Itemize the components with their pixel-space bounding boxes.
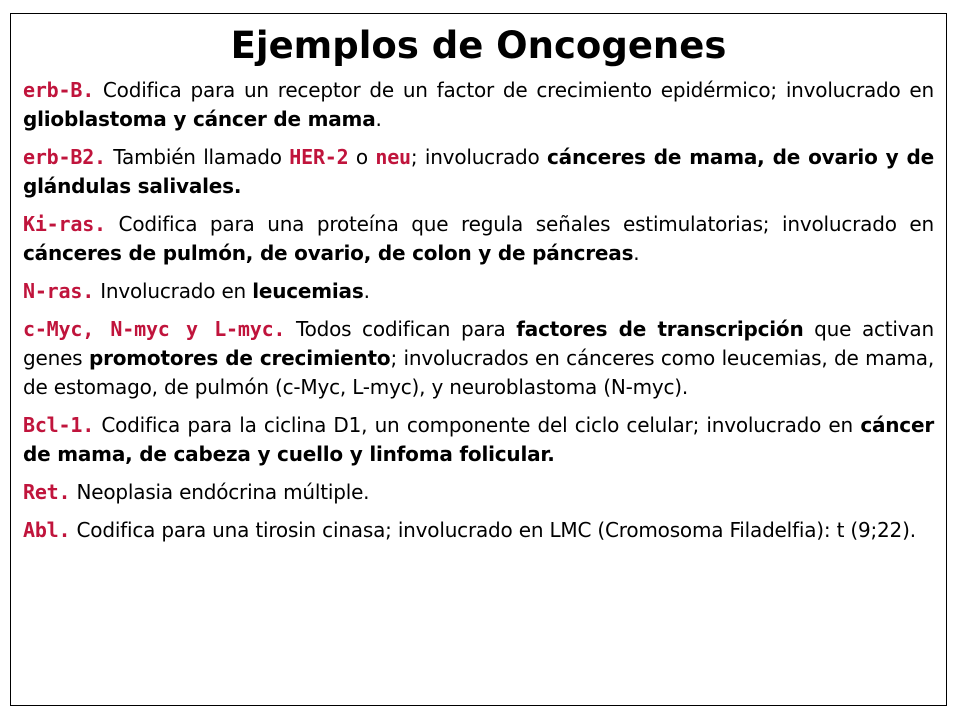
description-text: Involucrado en: [94, 279, 253, 303]
description-text: ; involucrados en cánceres como leucemias, de mama, de estomago, de pulmón (c-Myc, L-myc), y neuroblastoma (N-myc).: [23, 346, 934, 399]
oncogene-entry: [23, 277, 934, 306]
oncogene-entry: [23, 478, 934, 507]
oncogene-entry: [23, 210, 934, 268]
highlighted-text: factores de transcripción: [516, 317, 804, 341]
description-text: que activan genes: [23, 317, 934, 370]
gene-name: Abl.: [23, 518, 71, 542]
oncogene-entry: [23, 516, 934, 545]
description-text: Codifica para un receptor de un factor de crecimiento epidérmico; involucrado en: [94, 78, 934, 102]
description-text: Codifica para la ciclina D1, un componente del ciclo celular; involucrado en: [94, 413, 861, 437]
highlighted-text: cánceres de mama, de ovario y de glándulas salivales.: [23, 145, 934, 198]
description-text: Codifica para una tirosin cinasa; involucrado en LMC (Cromosoma Filadelfia): t (9;22).: [70, 518, 916, 542]
oncogene-entry: [23, 143, 934, 201]
highlighted-text: promotores de crecimiento: [88, 346, 391, 370]
oncogene-entry: [23, 315, 934, 402]
oncogene-list: [23, 76, 934, 545]
highlighted-text: leucemias: [252, 279, 364, 303]
description-text: .: [633, 241, 640, 265]
highlighted-text: glioblastoma y cáncer de mama: [23, 107, 376, 131]
gene-name: N-ras.: [23, 279, 95, 303]
gene-alias: HER-2: [289, 145, 349, 169]
gene-name: Ki-ras.: [23, 212, 106, 236]
description-text: Codifica para una proteína que regula señales estimulatorias; involucrado en: [105, 212, 934, 236]
highlighted-text: cáncer de mama, de cabeza y cuello y linfoma folicular.: [23, 413, 934, 466]
slide-frame: [10, 13, 947, 706]
oncogene-entry: [23, 411, 934, 469]
highlighted-text: cánceres de pulmón, de ovario, de colon y de páncreas: [23, 241, 634, 265]
gene-alias: neu: [375, 145, 411, 169]
description-text: ; involucrado: [410, 145, 548, 169]
gene-name: c-Myc, N-myc y L-myc.: [23, 317, 286, 341]
gene-name: Bcl-1.: [23, 413, 95, 437]
description-text: o: [348, 145, 376, 169]
description-text: .: [375, 107, 382, 131]
gene-name: erb-B.: [23, 78, 95, 102]
description-text: .: [363, 279, 370, 303]
description-text: También llamado: [105, 145, 290, 169]
slide-title: Ejemplos de Oncogenes: [230, 24, 727, 67]
oncogene-entry: [23, 76, 934, 134]
description-text: Todos codifican para: [285, 317, 517, 341]
gene-name: erb-B2.: [23, 145, 106, 169]
description-text: Neoplasia endócrina múltiple.: [70, 480, 370, 504]
gene-name: Ret.: [23, 480, 71, 504]
